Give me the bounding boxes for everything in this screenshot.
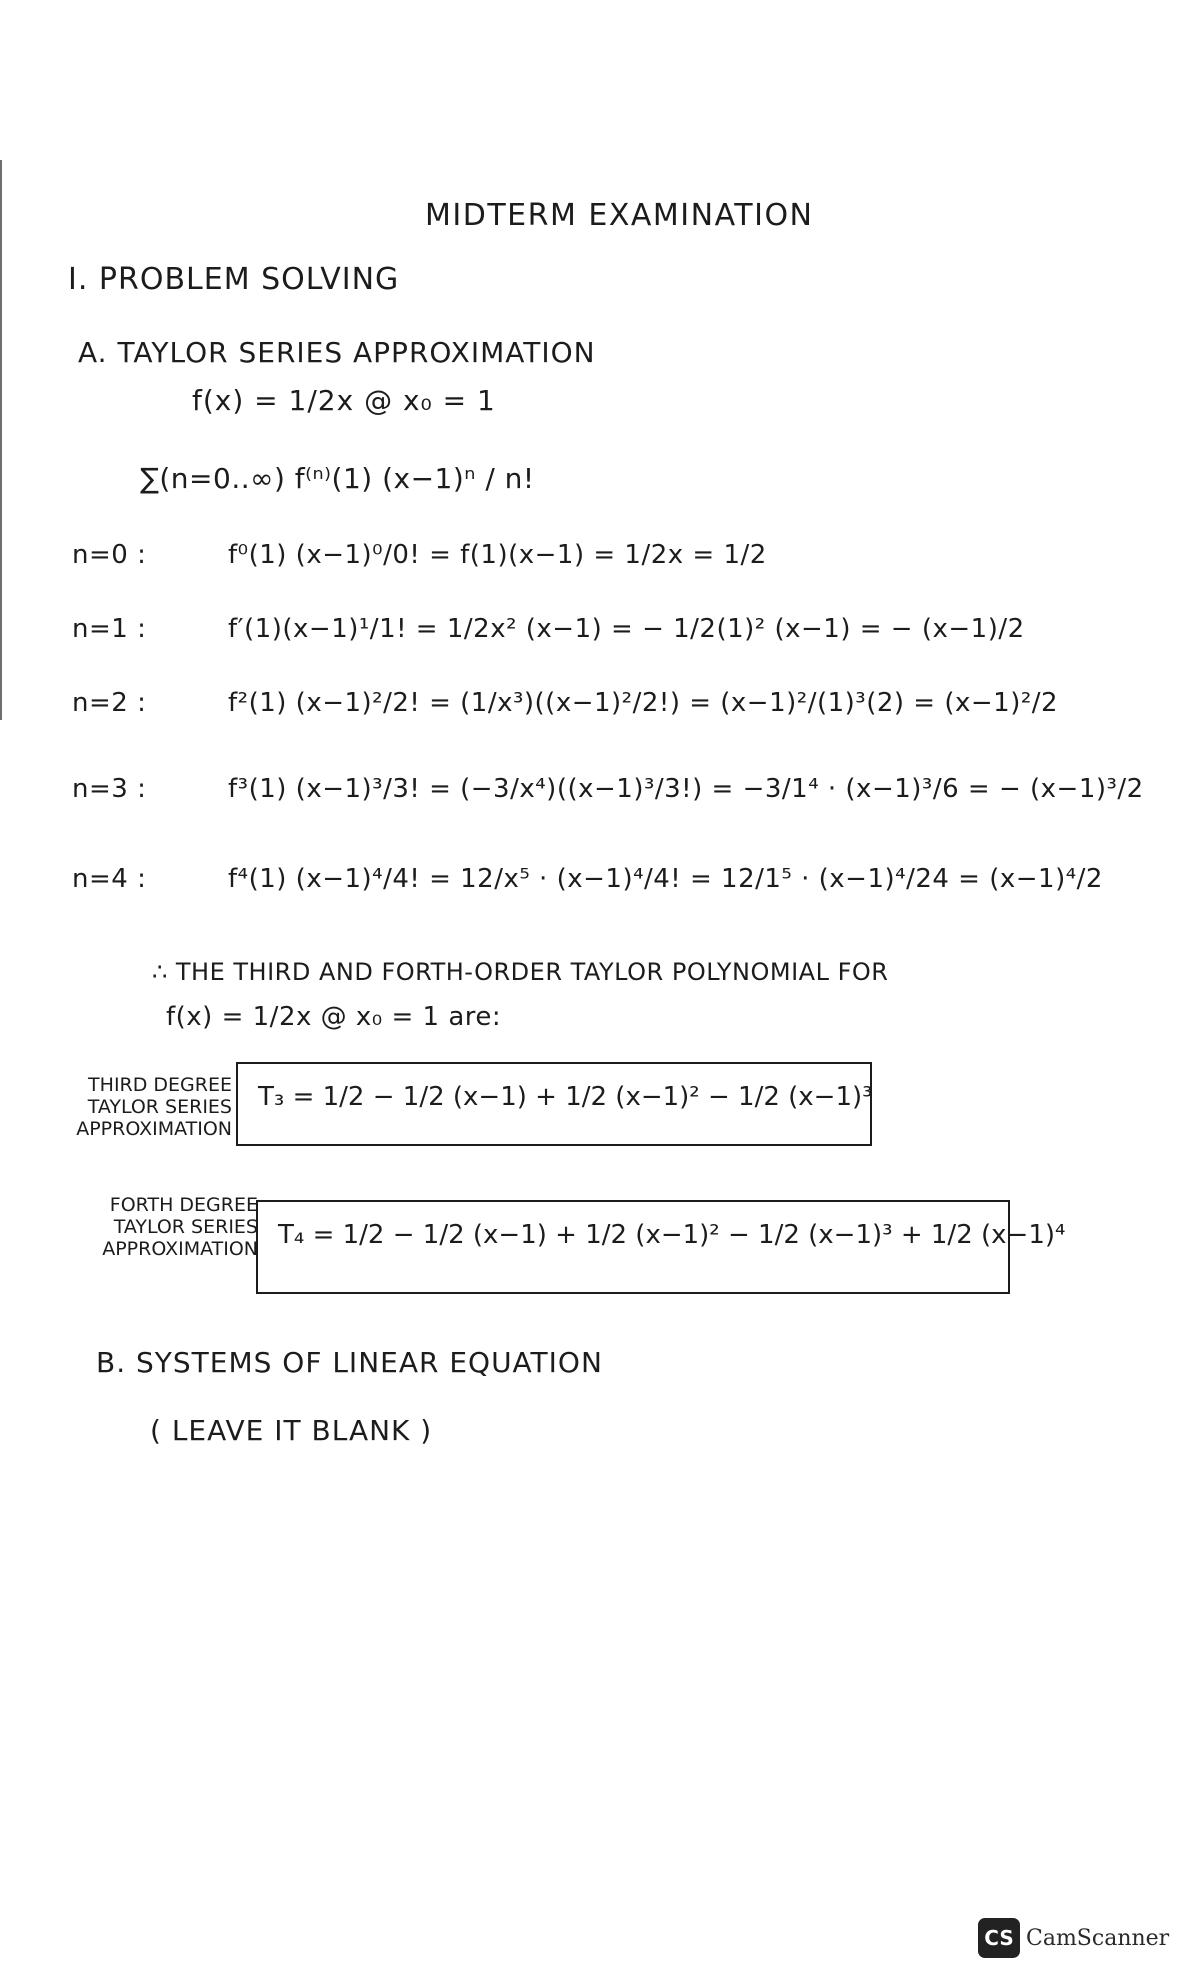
third-degree-label [54, 1074, 232, 1140]
forth-label-line: FORTH DEGREE [109, 1194, 258, 1216]
term-expression-n0: f⁰(1) (x−1)⁰/0! = f(1)(x−1) = 1/2x = 1/2 [228, 540, 767, 570]
forth-degree-answer-box [256, 1200, 1066, 1294]
term-label-n3: n=3 : [72, 774, 147, 804]
term-label-n4: n=4 : [72, 864, 147, 894]
term-label-n2: n=2 : [72, 688, 147, 718]
section-heading-problem-solving: I. PROBLEM SOLVING [68, 262, 400, 297]
camscanner-watermark: CamScanner [1026, 1926, 1170, 1951]
conclusion-line: ∴ THE THIRD AND FORTH-ORDER TAYLOR POLYNOMIAL FOR [152, 958, 889, 986]
section-heading-taylor: A. TAYLOR SERIES APPROXIMATION [78, 336, 596, 369]
term-label-n0: n=0 : [72, 540, 147, 570]
third-label-line: TAYLOR SERIES [87, 1096, 232, 1118]
third-label-line: THIRD DEGREE [88, 1074, 232, 1096]
camscanner-logo-icon: CS [978, 1918, 1020, 1958]
forth-degree-formula: T₄ = 1/2 − 1/2 (x−1) + 1/2 (x−1)² − 1/2 (x−1)³ + 1/2 (x−1)⁴ [278, 1220, 1066, 1250]
third-label-line: APPROXIMATION [76, 1118, 232, 1140]
third-degree-formula: T₃ = 1/2 − 1/2 (x−1) + 1/2 (x−1)² − 1/2 (x−1)³ [258, 1082, 873, 1112]
section-heading-linear-systems: B. SYSTEMS OF LINEAR EQUATION [96, 1346, 603, 1379]
term-expression-n1: f′(1)(x−1)¹/1! = 1/2x² (x−1) = − 1/2(1)² (x−1) = − (x−1)/2 [228, 614, 1025, 644]
term-label-n1: n=1 : [72, 614, 147, 644]
term-expression-n4: f⁴(1) (x−1)⁴/4! = 12/x⁵ · (x−1)⁴/4! = 12/1⁵ · (x−1)⁴/24 = (x−1)⁴/2 [228, 864, 1103, 894]
third-degree-answer-box [236, 1062, 872, 1146]
page-edge-line [0, 160, 2, 720]
series-summation: ∑(n=0..∞) f⁽ⁿ⁾(1) (x−1)ⁿ / n! [140, 462, 535, 495]
forth-label-line: APPROXIMATION [102, 1238, 258, 1260]
page-title: MIDTERM EXAMINATION [425, 198, 814, 233]
leave-blank-note: ( LEAVE IT BLANK ) [150, 1414, 433, 1447]
forth-label-line: TAYLOR SERIES [113, 1216, 258, 1238]
function-definition: f(x) = 1/2x @ x₀ = 1 [192, 384, 496, 417]
term-expression-n2: f²(1) (x−1)²/2! = (1/x³)((x−1)²/2!) = (x−1)²/(1)³(2) = (x−1)²/2 [228, 688, 1059, 718]
conclusion-function: f(x) = 1/2x @ x₀ = 1 are: [166, 1002, 502, 1032]
term-expression-n3: f³(1) (x−1)³/3! = (−3/x⁴)((x−1)³/3!) = −3/1⁴ · (x−1)³/6 = − (x−1)³/2 [228, 774, 1144, 804]
forth-degree-label [70, 1194, 258, 1260]
